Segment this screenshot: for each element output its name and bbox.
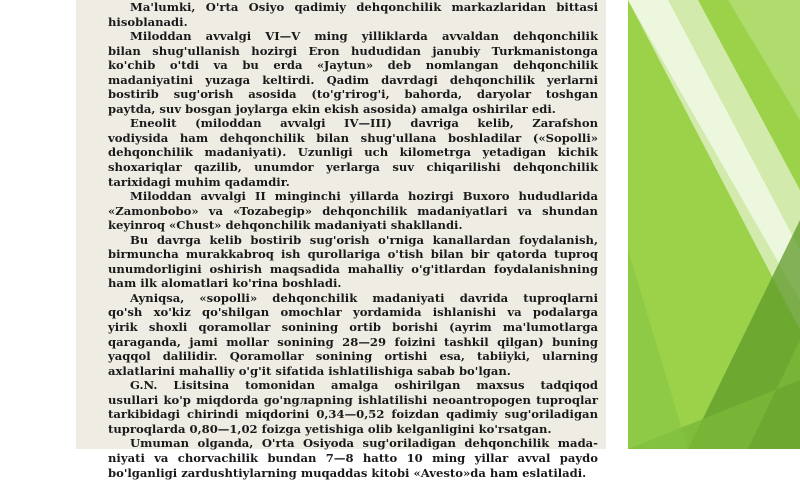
text-line: tarkibidagi chirindi miqdorini 0,34—0,52 foizdan qadimiy sug'oriladigan — [86, 407, 598, 422]
text-line: tarixidagi muhim qadamdir. — [86, 175, 598, 190]
text-line: G.N. Lisitsina tomonidan amalga oshirilgan maxsus tadqiqod — [86, 378, 598, 393]
text-line: Eneolit (miloddan avvalgi IV—III) davriga kelib, Zarafshon — [86, 116, 598, 131]
text-line: dehqonchilik madaniyati). Uzunligi uch kilometrga yetadigan kichik — [86, 145, 598, 160]
text-line: «Zamonbobo» va «Tozabegip» dehqonchilik madaniyatlari va shundan — [86, 204, 598, 219]
text-line: paytda, suv bosgan joylarga ekin ekish asosida) amalga oshirilar edi. — [86, 102, 598, 117]
text-line: yaqqol dalilidir. Qoramollar sonining ortishi esa, tabiiyki, ularning — [86, 349, 598, 364]
text-line: ham ilk alomatlari ko'rina boshladi. — [86, 276, 598, 291]
text-line: hisoblanadi. — [86, 15, 598, 30]
text-line: madaniyatini yuzaga keltirdi. Qadim davrdagi dehqonchilik yerlarni — [86, 73, 598, 88]
text-line: unumdorligini oshirish maqsadida mahalliy o'g'itlardan foydalanishning — [86, 262, 598, 277]
text-line: qaraganda, jami mollar sonining 28—29 foizini tashkil qilgan) buning — [86, 335, 598, 350]
paragraph — [86, 29, 598, 116]
text-line: bo'lganligi zardushtiylarning muqaddas kitobi «Avesto»da ham eslatiladi. — [86, 466, 598, 480]
text-line: niyati va chorvachilik bundan 7—8 hatto 10 ming yillar avval paydo — [86, 451, 598, 466]
text-line: bostirib sug'orish asosida (to'g'rirog'i, bahorda, daryolar toshgan — [86, 87, 598, 102]
text-line: usullari ko'p miqdorda go'ngларning ishlatilishi neoantropogen tuproqlar — [86, 393, 598, 408]
text-line: qo'sh xo'kiz qo'shilgan omochlar yordamida ishlanishi va podalarga — [86, 305, 598, 320]
text-line: bilan shug'ullanish hozirgi Eron hududidan janubiy Turkmanistonga — [86, 44, 598, 59]
paragraph — [86, 233, 598, 291]
text-line: Ayniqsa, «sopolli» dehqonchilik madaniyati davrida tuproqlarni — [86, 291, 598, 306]
text-line: Bu davrga kelib bostirib sug'orish o'rniga kanallardan foydalanish, — [86, 233, 598, 248]
text-line: birmuncha murakkabroq ish qurollariga o'tish bilan bir qatorda tuproq — [86, 247, 598, 262]
scanned-text-page — [76, 0, 606, 449]
text-line: axlatlarini mahalliy o'g'it sifatida ishlatilishiga sabab bo'lgan. — [86, 364, 598, 379]
text-line: Ma'lumki, O'rta Osiyo qadimiy dehqonchilik markazlaridan bittasi — [86, 0, 598, 15]
green-shapes-graphic — [628, 0, 800, 449]
text-line: yirik shoxli qoramollar sonining ortib borishi (ayrim ma'lumotlarga — [86, 320, 598, 335]
text-line: Miloddan avvalgi II minginchi yillarda hozirgi Buxoro hududlarida — [86, 189, 598, 204]
paragraph — [86, 436, 598, 480]
text-line: Umuman olganda, O'rta Osiyoda sug'oriladigan dehqonchilik mada- — [86, 436, 598, 451]
text-line: keyinroq «Chust» dehqonchilik madaniyati shakllandi. — [86, 218, 598, 233]
document-body — [86, 0, 598, 480]
text-line: shoxariqlar qazilib, unumdor yerlarga suv chiqarilishi dehqonchilik — [86, 160, 598, 175]
paragraph — [86, 0, 598, 29]
text-line: tuproqlarda 0,80—1,02 foizga yetishiga olib kelganligini ko'rsatgan. — [86, 422, 598, 437]
paragraph — [86, 189, 598, 233]
text-line: vodiysida ham dehqonchilik bilan shug'ullana boshladilar («Sopolli» — [86, 131, 598, 146]
paragraph — [86, 378, 598, 436]
paragraph — [86, 291, 598, 378]
green-decorative-panel — [628, 0, 800, 449]
text-line: Miloddan avvalgi VI—V ming yilliklarda avvaldan dehqonchilik — [86, 29, 598, 44]
paragraph — [86, 116, 598, 189]
text-line: ko'chib o'tdi va bu erda «Jaytun» deb nomlangan dehqonchilik — [86, 58, 598, 73]
